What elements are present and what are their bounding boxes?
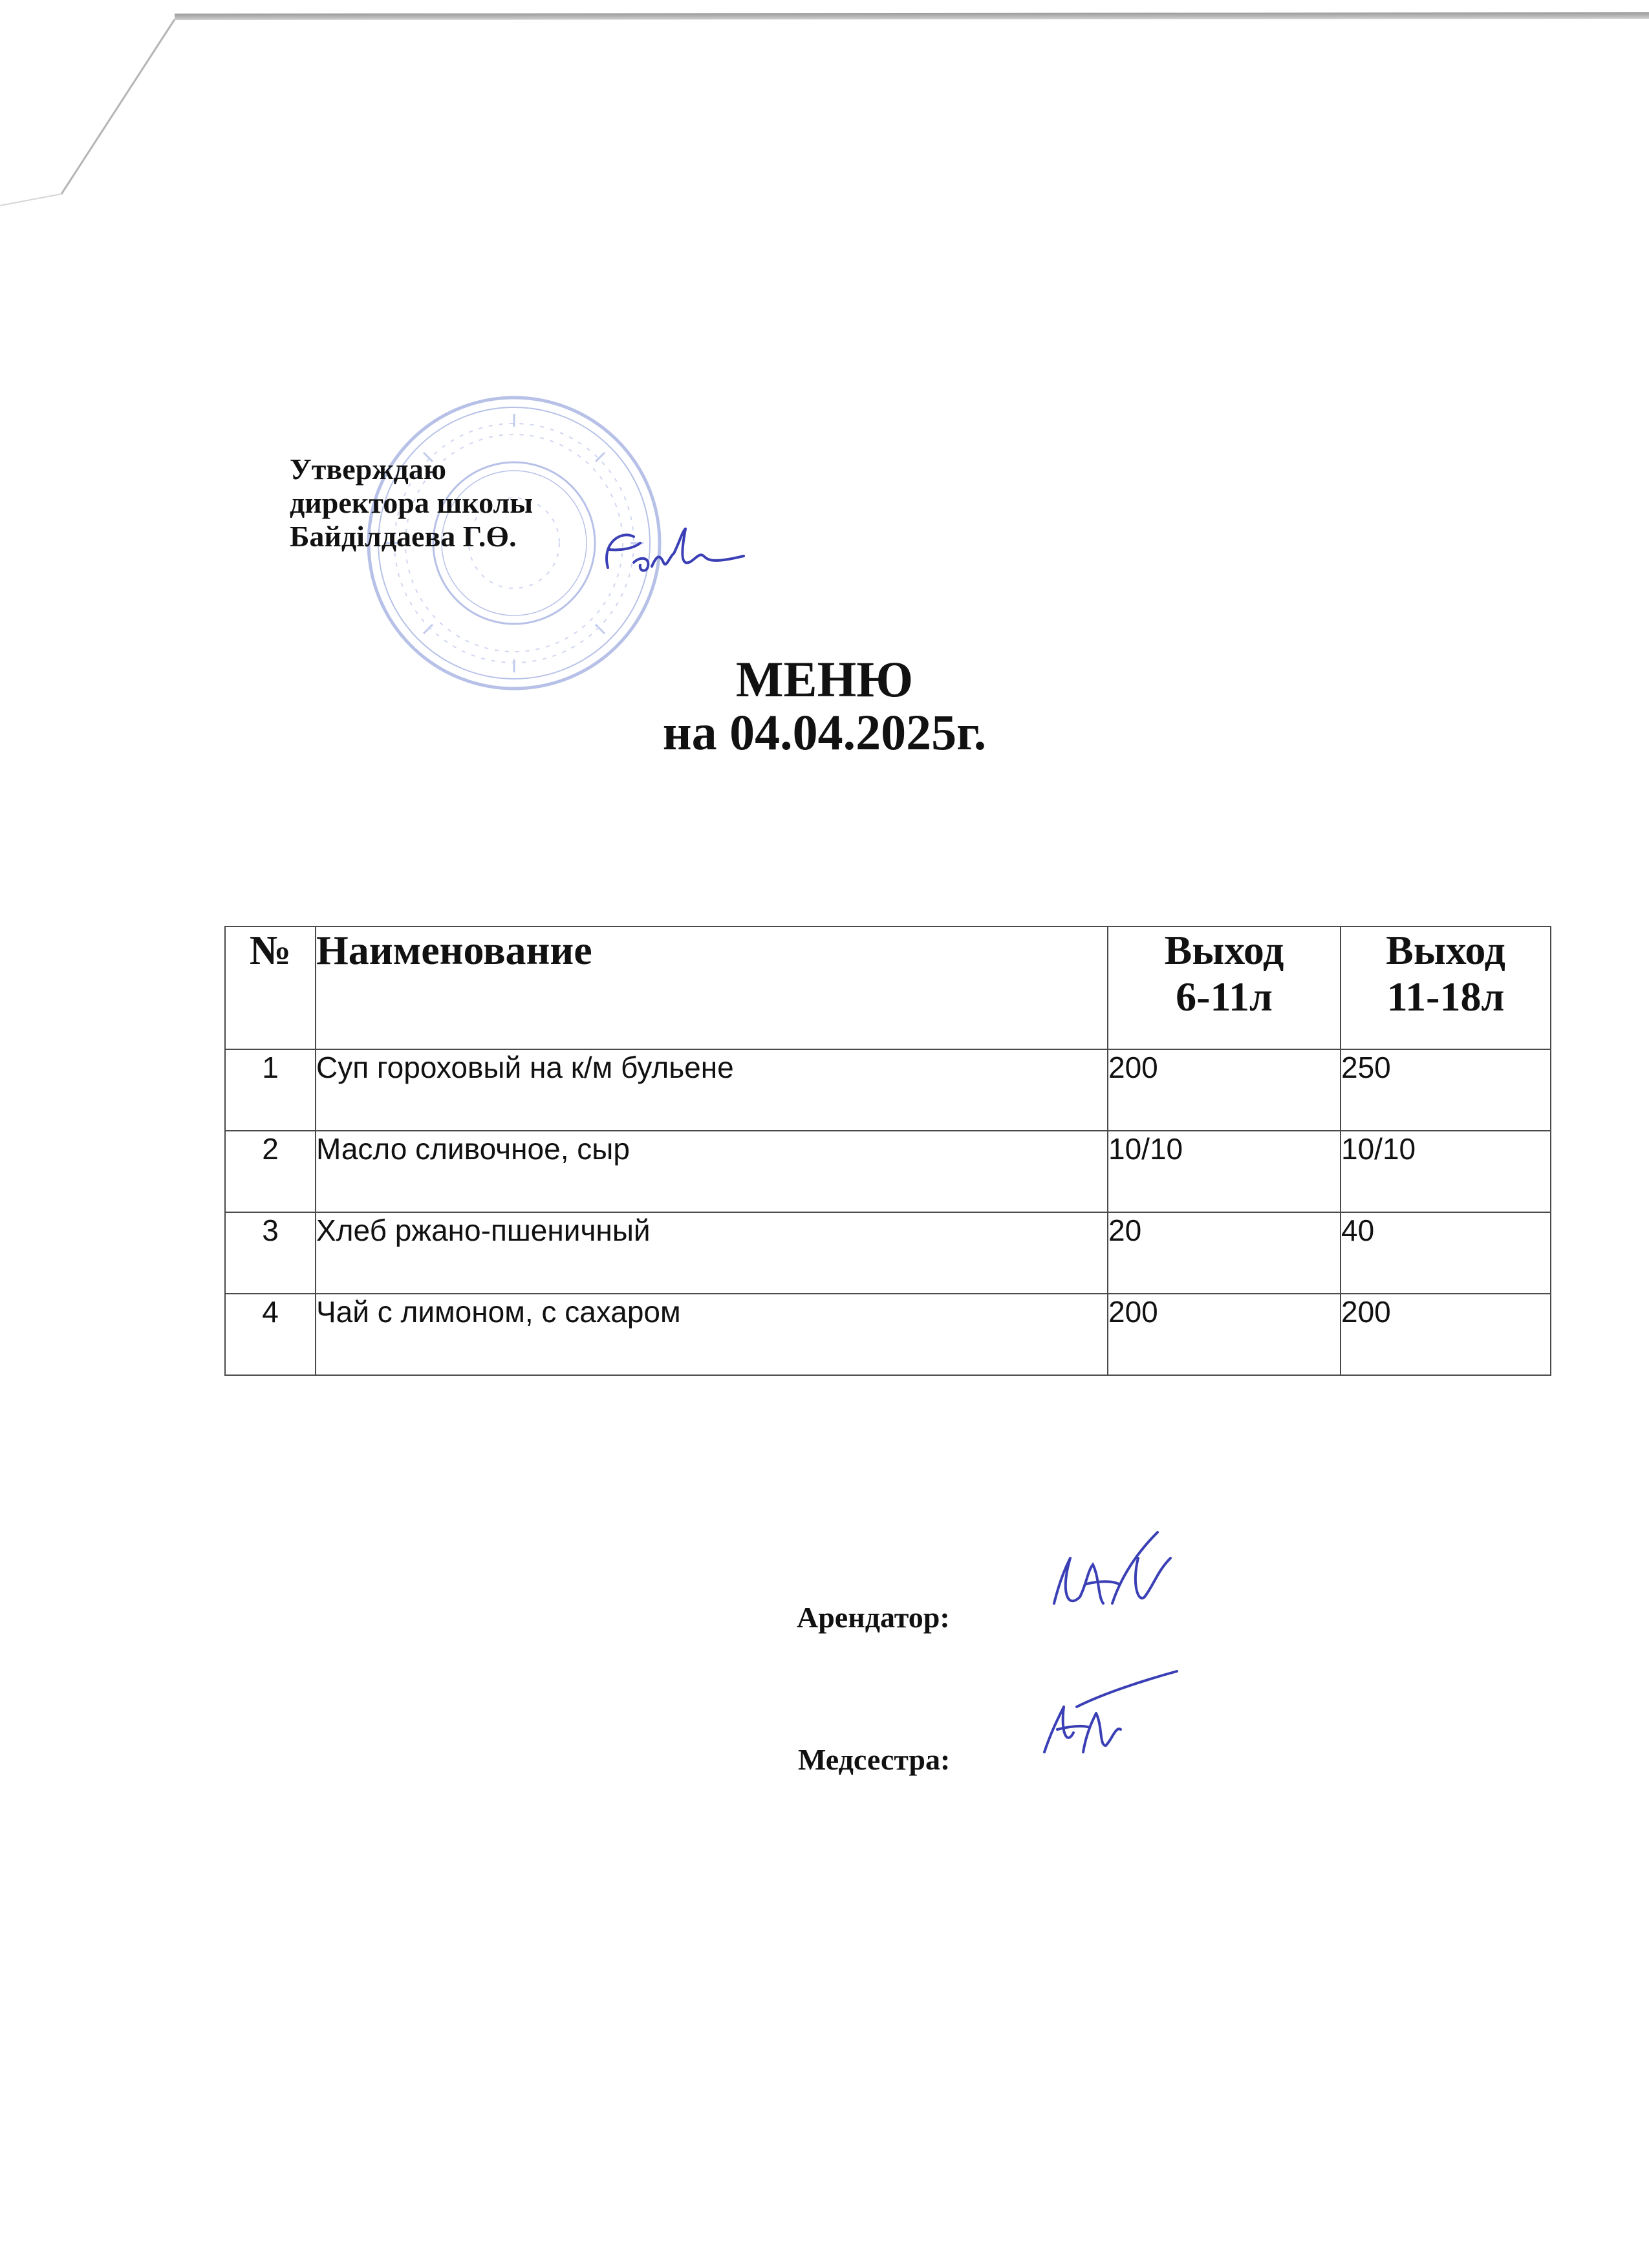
table-row [225, 1212, 1551, 1294]
table-row [225, 1049, 1551, 1131]
menu-table [224, 926, 1551, 1376]
output-6-11: 10/10 [1108, 1131, 1341, 1212]
nurse-signature [1038, 1668, 1180, 1771]
header-output-6-11-line1: Выход [1164, 927, 1284, 973]
renter-signature [1041, 1519, 1190, 1642]
scan-fold-edge [0, 0, 194, 207]
approval-line-3: Байділдаева Г.Ө. [290, 520, 517, 553]
page-title [0, 653, 1649, 759]
header-output-11-18-line1: Выход [1386, 927, 1505, 973]
row-number: 2 [225, 1131, 316, 1212]
row-number: 3 [225, 1212, 316, 1294]
output-11-18: 200 [1341, 1294, 1551, 1375]
approval-line-1: Утверждаю [290, 453, 446, 486]
output-11-18: 40 [1341, 1212, 1551, 1294]
output-11-18: 10/10 [1341, 1131, 1551, 1212]
table-row [225, 1131, 1551, 1212]
dish-name: Хлеб ржано-пшеничный [316, 1212, 1108, 1294]
header-output-6-11-line2: 6-11л [1176, 974, 1273, 1020]
dish-name: Суп гороховый на к/м бульене [316, 1049, 1108, 1131]
header-output-11-18-line2: 11-18л [1386, 974, 1505, 1020]
output-6-11: 20 [1108, 1212, 1341, 1294]
header-output-6-11 [1108, 926, 1341, 1049]
dish-name: Чай с лимоном, с сахаром [316, 1294, 1108, 1375]
director-signature [595, 517, 750, 588]
approval-block [290, 453, 533, 553]
title-line-1: МЕНЮ [735, 651, 914, 707]
table-header-row [225, 926, 1551, 1049]
output-6-11: 200 [1108, 1049, 1341, 1131]
row-number: 4 [225, 1294, 316, 1375]
table-row [225, 1294, 1551, 1375]
header-number: № [225, 926, 316, 1049]
nurse-label: Медсестра: [798, 1743, 951, 1776]
renter-label: Арендатор: [797, 1601, 950, 1634]
header-output-11-18 [1341, 926, 1551, 1049]
scan-edge-line [175, 12, 1649, 20]
output-11-18: 250 [1341, 1049, 1551, 1131]
approval-line-2: директора школы [290, 486, 534, 519]
dish-name: Масло сливочное, сыр [316, 1131, 1108, 1212]
output-6-11: 200 [1108, 1294, 1341, 1375]
header-name: Наименование [316, 926, 1108, 1049]
row-number: 1 [225, 1049, 316, 1131]
title-line-2: на 04.04.2025г. [662, 704, 987, 760]
